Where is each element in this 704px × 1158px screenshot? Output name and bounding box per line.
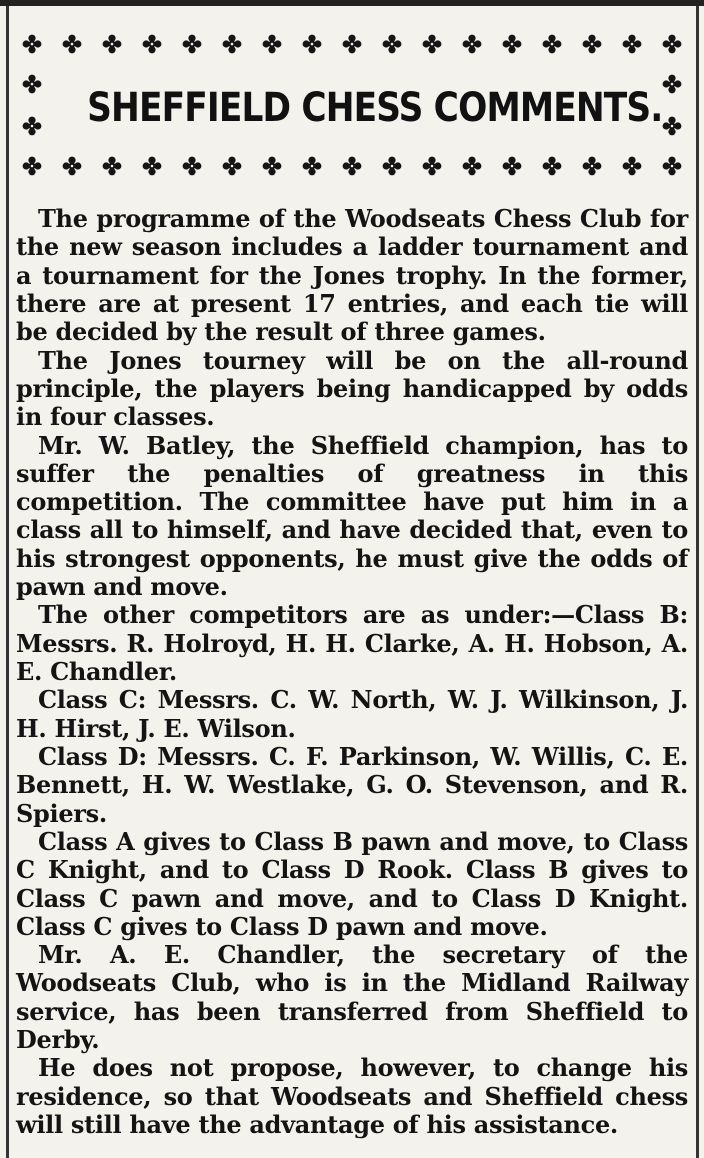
ornament-icon: [102, 34, 122, 54]
ornament-icon: [462, 34, 482, 54]
ornament-icon: [662, 156, 682, 176]
ornament-icon: [622, 156, 642, 176]
ornament-icon: [182, 34, 202, 54]
ornament-icon: [462, 156, 482, 176]
page-top-rule: [0, 0, 704, 6]
ornament-icon: [542, 34, 562, 54]
ornament-left-lower-icon: [22, 116, 42, 136]
ornament-icon: [62, 34, 82, 54]
ornament-icon: [302, 156, 322, 176]
ornament-icon: [222, 34, 242, 54]
ornament-icon: [22, 156, 42, 176]
ornament-icon: [302, 34, 322, 54]
ornament-icon: [502, 156, 522, 176]
article-body: [16, 205, 688, 1139]
column-right-rule: [696, 6, 699, 1158]
ornament-icon: [382, 156, 402, 176]
paragraph-batley-champion: Mr. W. Batley, the Sheffield champion, has to suffer the penalties of greatness in this competition. The committee have put him in a class all to himself, and have decided that, even to his strongest opponents, he must give the odds of pawn and move.: [16, 430, 688, 602]
ornament-icon: [342, 34, 362, 54]
ornament-icon: [582, 156, 602, 176]
ornament-icon: [422, 156, 442, 176]
ornament-left-upper-icon: [22, 74, 42, 94]
ornament-border-bottom: [22, 156, 682, 176]
ornament-icon: [102, 156, 122, 176]
ornament-icon: [142, 34, 162, 54]
paragraph-jones-tourney: The Jones tourney will be on the all-round principle, the players being handicapped by odds in four classes.: [16, 345, 688, 432]
ornament-border-top: [22, 34, 682, 54]
article-headline: SHEFFIELD CHESS COMMENTS.: [87, 85, 663, 131]
paragraph-class-b: The other competitors are as under:—Class B: Messrs. R. Holroyd, H. H. Clarke, A. H. Hobson, A. E. Chandler.: [16, 600, 688, 686]
ornament-right-lower-icon: [662, 116, 682, 136]
ornament-icon: [62, 156, 82, 176]
ornament-icon: [502, 34, 522, 54]
ornament-icon: [582, 34, 602, 54]
ornament-right-upper-icon: [662, 74, 682, 94]
paragraph-residence: He does not propose, however, to change his residence, so that Woodseats and Sheffield chess will still have the advantage of his assistance.: [16, 1053, 688, 1139]
ornament-icon: [542, 156, 562, 176]
column-left-rule: [6, 6, 9, 1158]
ornament-icon: [182, 156, 202, 176]
ornament-icon: [622, 34, 642, 54]
ornament-icon: [342, 156, 362, 176]
ornament-icon: [382, 34, 402, 54]
paragraph-class-c: Class C: Messrs. C. W. North, W. J. Wilkinson, J. H. Hirst, J. E. Wilson.: [16, 685, 688, 743]
ornament-icon: [22, 34, 42, 54]
paragraph-chandler-transfer: Mr. A. E. Chandler, the secretary of the Woodseats Club, who is in the Midland Railway service, has been transferred from Sheffield to Derby.: [16, 940, 688, 1055]
ornament-icon: [422, 34, 442, 54]
ornament-icon: [142, 156, 162, 176]
ornament-icon: [262, 34, 282, 54]
ornament-icon: [222, 156, 242, 176]
paragraph-class-d: Class D: Messrs. C. F. Parkinson, W. Willis, C. E. Bennett, H. W. Westlake, G. O. Stevenson, and R. Spiers.: [16, 741, 688, 828]
ornament-icon: [662, 34, 682, 54]
paragraph-woodseats-programme: The programme of the Woodseats Chess Club for the new season includes a ladder tournament and a tournament for the Jones trophy. In the former, there are at present 17 entries, and each tie will be decided by the result of three games.: [16, 204, 688, 347]
paragraph-odds: Class A gives to Class B pawn and move, to Class C Knight, and to Class D Rook. Class B gives to Class C pawn and move, and to Class D Knight. Class C gives to Class D pawn and move.: [16, 826, 688, 941]
ornament-icon: [262, 156, 282, 176]
